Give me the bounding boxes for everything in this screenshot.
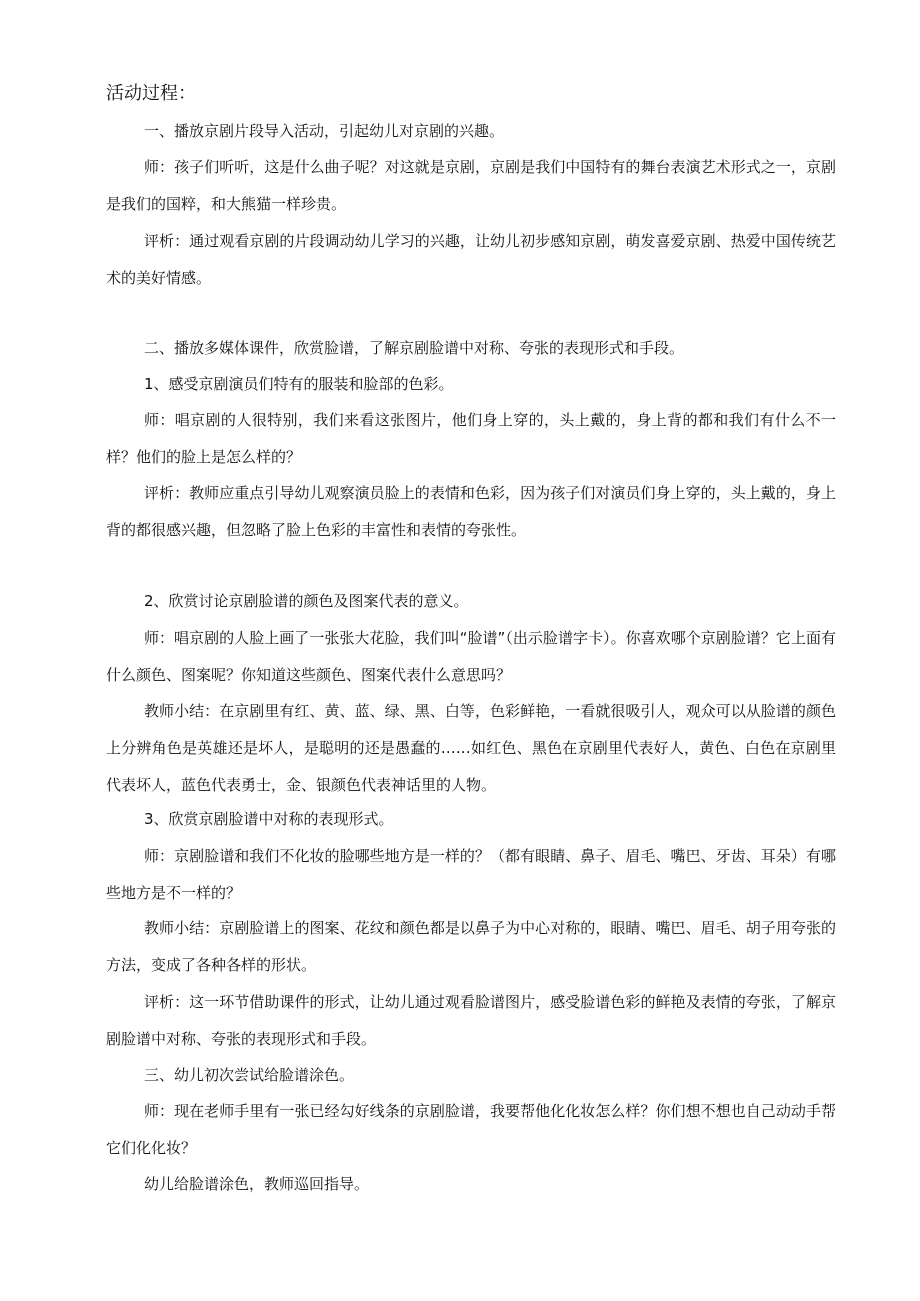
paragraph-step-2-2: 2、欣赏讨论京剧脸谱的颜色及图案代表的意义。 [144, 592, 469, 610]
paragraph-comment-3: 评析：这一环节借助课件的形式，让幼儿通过观看脸谱图片，感受脸谱色彩的鲜艳及表情的夸张，了解京剧脸谱中对称、夸张的表现形式和手段。 [106, 993, 836, 1048]
paragraph-step-1: 一、播放京剧片段导入活动，引起幼儿对京剧的兴趣。 [144, 122, 505, 140]
paragraph-teacher-4: 师：京剧脸谱和我们不化妆的脸哪些地方是一样的？（都有眼睛、鼻子、眉毛、嘴巴、牙齿、耳朵）有哪些地方是不一样的？ [106, 847, 836, 902]
paragraph-step-2-1: 1、感受京剧演员们特有的服装和脸部的色彩。 [144, 375, 454, 393]
section-title: 活动过程： [106, 83, 196, 104]
paragraph-step-2-3: 3、欣赏京剧脸谱中对称的表现形式。 [144, 810, 394, 828]
paragraph-teacher-5: 师：现在老师手里有一张已经勾好线条的京剧脸谱，我要帮他化化妆怎么样？你们想不想也自己动动手帮它们化化妆？ [106, 1102, 836, 1157]
paragraph-summary-1: 教师小结：在京剧里有红、黄、蓝、绿、黑、白等，色彩鲜艳，一看就很吸引人，观众可以从脸谱的颜色上分辨角色是英雄还是坏人，是聪明的还是愚蠢的……如红色、黑色在京剧里代表好人，黄色、白色在京剧里代表坏人，蓝色代表勇士，金、银颜色代表神话里的人物。 [106, 702, 836, 794]
paragraph-step-2: 二、播放多媒体课件，欣赏脸谱，了解京剧脸谱中对称、夸张的表现形式和手段。 [144, 339, 685, 357]
paragraph-teacher-3: 师：唱京剧的人脸上画了一张张大花脸，我们叫“脸谱”（出示脸谱字卡）。你喜欢哪个京剧脸谱？它上面有什么颜色、图案呢？你知道这些颜色、图案代表什么意思吗？ [106, 629, 836, 684]
paragraph-teacher-1: 师：孩子们听听，这是什么曲子呢？对这就是京剧，京剧是我们中国特有的舞台表演艺术形式之一，京剧是我们的国粹，和大熊猫一样珍贵。 [106, 158, 836, 213]
paragraph-final: 幼儿给脸谱涂色，教师巡回指导。 [144, 1175, 370, 1193]
paragraph-comment-1: 评析：通过观看京剧的片段调动幼儿学习的兴趣，让幼儿初步感知京剧，萌发喜爱京剧、热爱中国传统艺术的美好情感。 [106, 232, 836, 287]
paragraph-summary-2: 教师小结：京剧脸谱上的图案、花纹和颜色都是以鼻子为中心对称的，眼睛、嘴巴、眉毛、胡子用夸张的方法，变成了各种各样的形状。 [106, 919, 836, 974]
paragraph-comment-2: 评析：教师应重点引导幼儿观察演员脸上的表情和色彩，因为孩子们对演员们身上穿的，头上戴的，身上背的都很感兴趣，但忽略了脸上色彩的丰富性和表情的夸张性。 [106, 484, 836, 539]
paragraph-teacher-2: 师：唱京剧的人很特别，我们来看这张图片，他们身上穿的，头上戴的，身上背的都和我们有什么不一样？他们的脸上是怎么样的？ [106, 411, 836, 466]
paragraph-step-3: 三、幼儿初次尝试给脸谱涂色。 [144, 1066, 355, 1084]
